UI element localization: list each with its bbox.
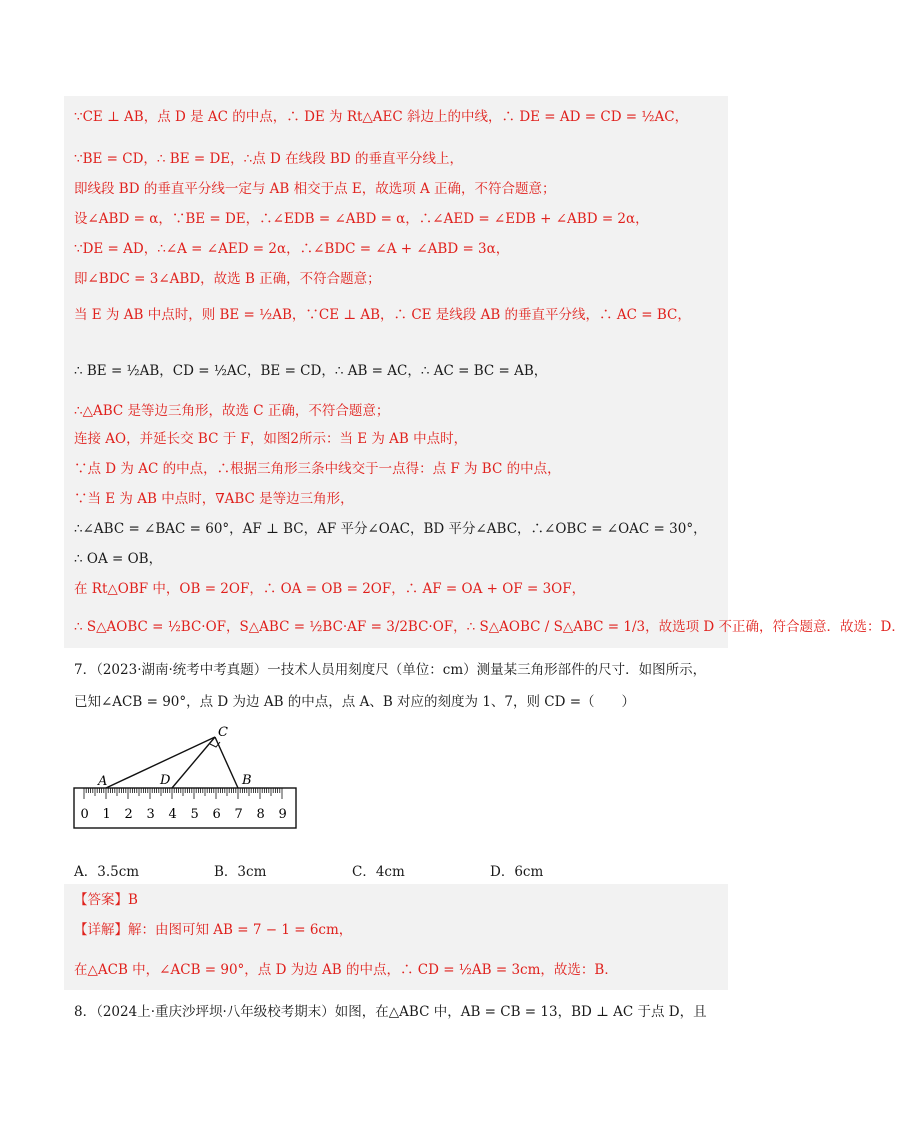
solution-line: 即∠BDC = 3∠ABD，故选 B 正确，不符合题意；: [74, 271, 381, 287]
solution-line: ∴ S△AOBC = ½BC·OF，S△ABC = ½BC·AF = 3/2BC·OF，∴ S△AOBC / S△ABC = 1/3，故选项 D 不正确，符合题意．故选：D．: [74, 619, 905, 635]
solution-line: ∵DE = AD，∴∠A = ∠AED = 2α，∴∠BDC = ∠A + ∠ABD = 3α，: [74, 241, 510, 257]
ruler-number: 8: [256, 807, 265, 822]
solution-line: ∵当 E 为 AB 中点时，∇ABC 是等边三角形，: [74, 491, 354, 507]
ruler-triangle-figure: [70, 722, 310, 837]
ruler-number: 6: [212, 807, 221, 822]
ruler-number: 0: [80, 807, 89, 822]
solution-line: 当 E 为 AB 中点时，则 BE = ½AB，∵CE ⊥ AB，∴ CE 是线段 AB 的垂直平分线，∴ AC = BC，: [74, 307, 691, 323]
solution-line: ∵点 D 为 AC 的中点，∴根据三角形三条中线交于一点得：点 F 为 BC 的中点，: [74, 461, 561, 477]
ruler-number: 4: [168, 807, 177, 822]
option-c[interactable]: C．4cm: [352, 864, 405, 880]
question-7-line-1: 7．（2023·湖南·统考中考真题）一技术人员用刻度尺（单位：cm）测量某三角形部件的尺寸．如图所示，: [74, 662, 707, 678]
segment-cd: [172, 737, 215, 788]
ruler-number: 9: [278, 807, 287, 822]
label-d: D: [160, 773, 171, 788]
solution-line: 连接 AO，并延长交 BC 于 F，如图2所示：当 E 为 AB 中点时，: [74, 431, 468, 447]
ruler-number: 1: [102, 807, 111, 822]
answer-detail: 【详解】解：由图可知 AB = 7 − 1 = 6cm，: [74, 922, 353, 938]
question-8-line-1: 8．（2024上·重庆沙坪坝·八年级校考期末）如图，在△ABC 中，AB = CB = 13，BD ⊥ AC 于点 D，且: [74, 1004, 707, 1020]
solution-line: ∵BE = CD，∴ BE = DE，∴点 D 在线段 BD 的垂直平分线上，: [74, 151, 463, 167]
answer-label: 【答案】B: [74, 892, 138, 908]
ruler-number: 3: [146, 807, 155, 822]
label-c: C: [218, 725, 228, 740]
question-7-line-2: 已知∠ACB = 90°，点 D 为边 AB 的中点，点 A、B 对应的刻度为 1、7，则 CD =（ ）: [74, 694, 636, 710]
label-a: A: [98, 774, 108, 789]
ruler-number: 7: [234, 807, 243, 822]
solution-line: ∴ BE = ½AB，CD = ½AC，BE = CD，∴ AB = AC，∴ AC = BC = AB，: [74, 363, 548, 379]
ruler-number: 5: [190, 807, 199, 822]
solution-line: 在 Rt△OBF 中，OB = 2OF，∴ OA = OB = 2OF，∴ AF = OA + OF = 3OF，: [74, 581, 586, 597]
answer-line-3: 在△ACB 中，∠ACB = 90°，点 D 为边 AB 的中点，∴ CD = ½AB = 3cm，故选：B．: [74, 962, 618, 978]
solution-line: 设∠ABD = α，∵BE = DE，∴∠EDB = ∠ABD = α，∴∠AED = ∠EDB + ∠ABD = 2α，: [74, 211, 649, 227]
solution-line: 即线段 BD 的垂直平分线一定与 AB 相交于点 E，故选项 A 正确，不符合题意；: [74, 181, 556, 197]
solution-line: ∴∠ABC = ∠BAC = 60°，AF ⊥ BC，AF 平分∠OAC，BD 平分∠ABC，∴∠OBC = ∠OAC = 30°，: [74, 521, 707, 537]
ruler-number: 2: [124, 807, 133, 822]
option-b[interactable]: B．3cm: [214, 864, 267, 880]
solution-line: ∴△ABC 是等边三角形，故选 C 正确，不符合题意；: [74, 403, 390, 419]
option-d[interactable]: D．6cm: [490, 864, 544, 880]
option-a[interactable]: A．3.5cm: [74, 864, 140, 880]
solution-line: ∴ OA = OB，: [74, 551, 163, 567]
solution-line: ∵CE ⊥ AB，点 D 是 AC 的中点，∴ DE 为 Rt△AEC 斜边上的中线，∴ DE = AD = CD = ½AC，: [74, 109, 689, 125]
label-b: B: [242, 773, 252, 788]
